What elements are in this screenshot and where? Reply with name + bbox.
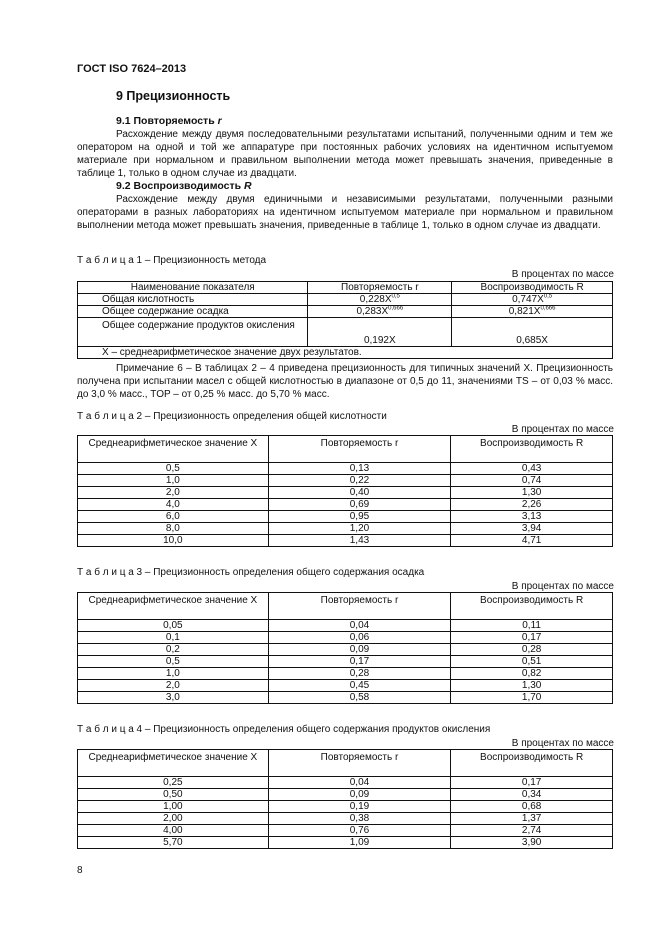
table-row xyxy=(78,656,613,668)
column-header: Повторяемость r xyxy=(308,282,452,294)
table-row xyxy=(78,523,613,535)
table-cell: 3,0 xyxy=(78,692,269,704)
table-row xyxy=(78,620,613,632)
table-cell: 4,71 xyxy=(451,535,613,547)
table-cell: 0,82 xyxy=(451,668,613,680)
table-cell: 1,09 xyxy=(268,837,451,849)
note-text: Примечание 6 – В таблицах 2 – 4 приведена прецизионность для типичных значений X. Прецизионность получена при испытании масел с общей кислотностью в диапазоне от 0,5 до 11, значениями TS – от 0,03 % масс. до 3,0 % масс., TOP – от 0,25 % масс. до 5,70 % масс. xyxy=(77,363,613,400)
column-header: Воспроизводимость R xyxy=(452,282,613,294)
table3-caption: Т а б л и ц а 3 – Прецизионность определения общего содержания осадка xyxy=(77,567,425,578)
table-cell: 1,00 xyxy=(78,801,269,813)
table-row xyxy=(78,692,613,704)
table-row xyxy=(78,463,613,475)
table-cell: 0,69 xyxy=(268,499,451,511)
table-cell: 0,28 xyxy=(268,668,451,680)
reproducibility-text: Расхождение между двумя единичными и независимыми результатами, полученными разными операторами в разных лабораториях на идентичном испытуемом материале при нормальном и правильном выполнении метода может превышать значения, приведенные в таблице 1, только в одном случае из двадцати. xyxy=(77,194,613,231)
subsection-title-reproducibility: 9.2 Воспроизводимость R xyxy=(116,180,252,192)
table-cell: 0,19 xyxy=(268,801,451,813)
table4 xyxy=(77,749,613,849)
table-cell: 0,192X xyxy=(308,318,452,347)
table-cell: 2,0 xyxy=(78,487,269,499)
table-cell: 0,45 xyxy=(268,680,451,692)
table-row xyxy=(78,632,613,644)
table-cell: 1,30 xyxy=(451,680,613,692)
table-cell: 0,25 xyxy=(78,777,269,789)
table1 xyxy=(77,281,613,359)
subsection-title-repeatability: 9.1 Повторяемость r xyxy=(116,115,222,127)
table-cell: $0,821X^{0,666}$ xyxy=(452,306,613,318)
table1-caption: Т а б л и ц а 1 – Прецизионность метода xyxy=(77,255,267,266)
table-cell: $0,228X^{0,5}$ xyxy=(308,294,452,306)
table-cell: 0,5 xyxy=(78,463,269,475)
table4-caption: Т а б л и ц а 4 – Прецизионность определения общего содержания продуктов окисления xyxy=(77,724,491,735)
repeatability-text: Расхождение между двумя последовательными результатами испытаний, полученными одним и тем же оператором на одной и той же аппаратуре при постоянных рабочих условиях на идентичном испытуемом материале при нормальном и правильном выполнении метода может превышать значения, приведенные в таблице 1, только в одном случае из двадцати. xyxy=(77,129,613,179)
table-cell: 0,28 xyxy=(451,644,613,656)
table-cell: 0,40 xyxy=(268,487,451,499)
table-header-row xyxy=(78,750,613,777)
table-header-row xyxy=(78,593,613,620)
table-cell: 0,68 xyxy=(451,801,613,813)
table2-caption: Т а б л и ц а 2 – Прецизионность определения общей кислотности xyxy=(77,411,387,422)
column-header: Повторяемость r xyxy=(268,593,451,620)
table-cell: 10,0 xyxy=(78,535,269,547)
table-cell: 0,95 xyxy=(268,511,451,523)
table-cell: 5,70 xyxy=(78,837,269,849)
table3-unit: В процентах по массе xyxy=(511,581,614,592)
table-cell: 1,0 xyxy=(78,475,269,487)
table-cell: 0,58 xyxy=(268,692,451,704)
table4-unit: В процентах по массе xyxy=(511,738,614,749)
column-header: Среднеарифметическое значение X xyxy=(78,593,269,620)
table-cell: 2,00 xyxy=(78,813,269,825)
table-cell: 1,37 xyxy=(451,813,613,825)
table3 xyxy=(77,592,613,704)
table-row xyxy=(78,789,613,801)
column-header: Повторяемость r xyxy=(268,436,451,463)
table-cell: 4,0 xyxy=(78,499,269,511)
section-title: 9 Прецизионность xyxy=(116,89,231,103)
document-header: ГОСТ ISO 7624–2013 xyxy=(77,63,187,75)
table-row xyxy=(78,511,613,523)
table-header-row xyxy=(78,282,613,294)
table-cell: Общая кислотность xyxy=(78,294,308,306)
table-cell: Общее содержание осадка xyxy=(78,306,308,318)
table-cell: 0,04 xyxy=(268,777,451,789)
table2 xyxy=(77,435,613,547)
table-row xyxy=(78,644,613,656)
table-cell: 2,0 xyxy=(78,680,269,692)
table-cell: 0,22 xyxy=(268,475,451,487)
table-cell: 0,05 xyxy=(78,620,269,632)
table-cell: 0,2 xyxy=(78,644,269,656)
table-cell: 3,90 xyxy=(451,837,613,849)
table-header-row xyxy=(78,436,613,463)
table-cell: 1,43 xyxy=(268,535,451,547)
page-number: 8 xyxy=(77,865,83,876)
table-row xyxy=(78,475,613,487)
table-row xyxy=(78,777,613,789)
table-row xyxy=(78,535,613,547)
table-cell: 0,13 xyxy=(268,463,451,475)
table-row xyxy=(78,825,613,837)
table-row xyxy=(78,306,613,318)
table-cell: 6,0 xyxy=(78,511,269,523)
table-cell: 0,17 xyxy=(451,632,613,644)
table-cell: 0,06 xyxy=(268,632,451,644)
table-cell: 0,38 xyxy=(268,813,451,825)
table-cell: $0,283X^{0,666}$ xyxy=(308,306,452,318)
column-header: Воспроизводимость R xyxy=(451,593,613,620)
table-cell: 1,30 xyxy=(451,487,613,499)
table2-unit: В процентах по массе xyxy=(511,424,614,435)
table-cell: $0,747X^{0,5}$ xyxy=(452,294,613,306)
table-cell: 1,0 xyxy=(78,668,269,680)
table-cell: 0,17 xyxy=(268,656,451,668)
table-row xyxy=(78,318,613,347)
table-row xyxy=(78,487,613,499)
table-cell: 1,20 xyxy=(268,523,451,535)
column-header: Среднеарифметическое значение X xyxy=(78,436,269,463)
table-cell: 2,74 xyxy=(451,825,613,837)
column-header: Наименование показателя xyxy=(78,282,308,294)
table-cell: 1,70 xyxy=(451,692,613,704)
table-cell: 0,685X xyxy=(452,318,613,347)
table-cell: 0,17 xyxy=(451,777,613,789)
table-cell: 0,34 xyxy=(451,789,613,801)
table-cell: 0,50 xyxy=(78,789,269,801)
table-row xyxy=(78,294,613,306)
column-header: Повторяемость r xyxy=(268,750,451,777)
table-cell: 4,00 xyxy=(78,825,269,837)
table-cell: 0,76 xyxy=(268,825,451,837)
table-cell: 0,09 xyxy=(268,644,451,656)
table-footnote: X – среднеарифметическое значение двух результатов. xyxy=(78,347,613,359)
table-footnote-row xyxy=(78,347,613,359)
table-cell: 0,74 xyxy=(451,475,613,487)
table-cell: 0,1 xyxy=(78,632,269,644)
table-cell: Общее содержание продуктов окисления xyxy=(78,318,308,347)
table-cell: 0,5 xyxy=(78,656,269,668)
table-row xyxy=(78,837,613,849)
table-row xyxy=(78,499,613,511)
column-header: Воспроизводимость R xyxy=(451,750,613,777)
table-cell: 0,43 xyxy=(451,463,613,475)
table-cell: 0,09 xyxy=(268,789,451,801)
table-cell: 3,94 xyxy=(451,523,613,535)
column-header: Воспроизводимость R xyxy=(451,436,613,463)
table-row xyxy=(78,680,613,692)
table-cell: 8,0 xyxy=(78,523,269,535)
table-cell: 0,51 xyxy=(451,656,613,668)
table-row xyxy=(78,668,613,680)
table-cell: 2,26 xyxy=(451,499,613,511)
table-row xyxy=(78,813,613,825)
table-cell: 3,13 xyxy=(451,511,613,523)
table-row xyxy=(78,801,613,813)
table-cell: 0,11 xyxy=(451,620,613,632)
table-cell: 0,04 xyxy=(268,620,451,632)
column-header: Среднеарифметическое значение X xyxy=(78,750,269,777)
table1-unit: В процентах по массе xyxy=(511,269,614,280)
